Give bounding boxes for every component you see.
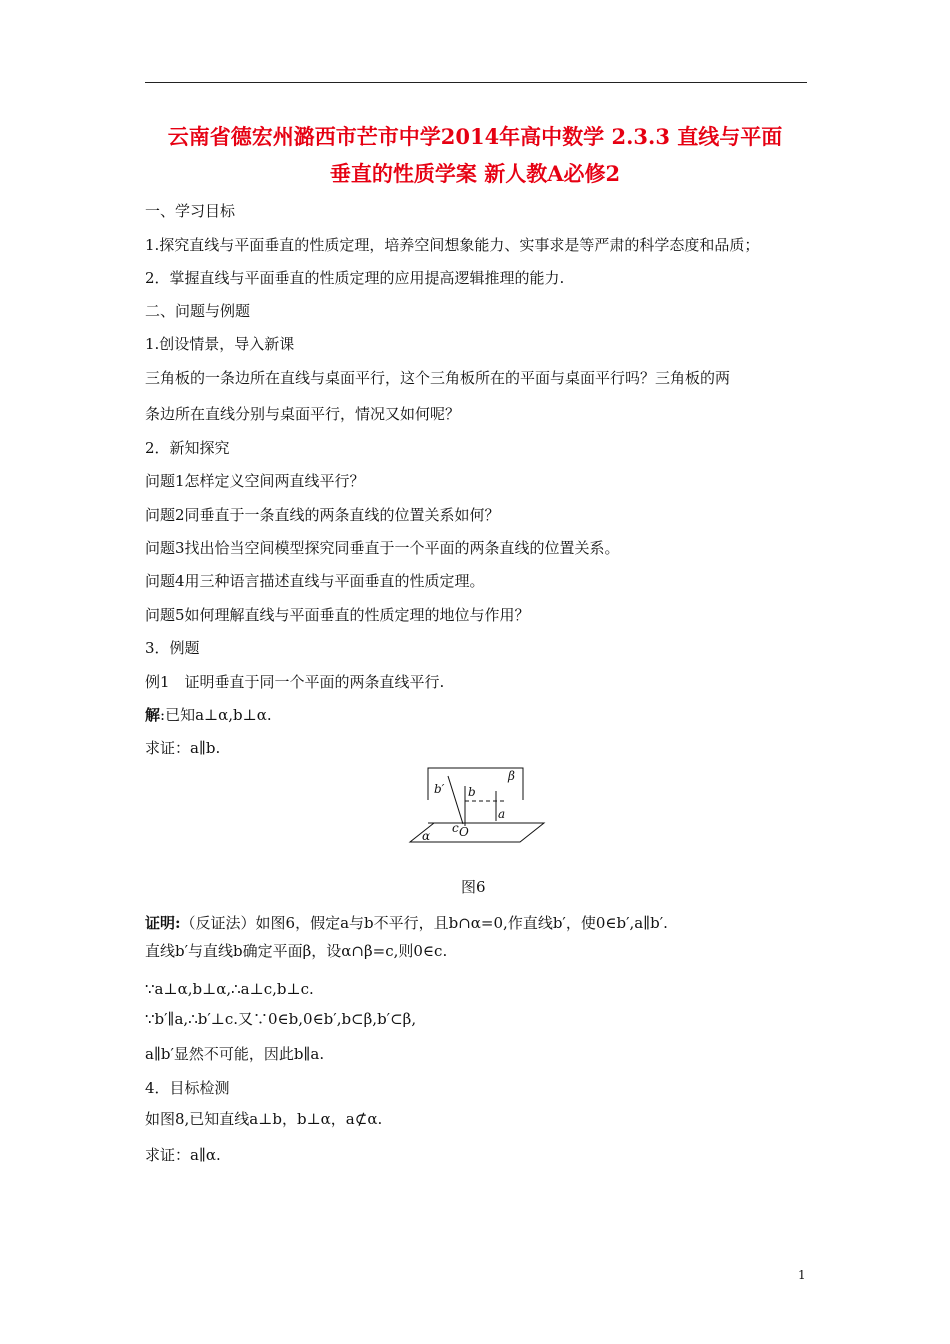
question-3: 问题3找出恰当空间模型探究同垂直于一个平面的两条直线的位置关系。 — [145, 539, 620, 557]
solution-line — [145, 704, 272, 726]
label-c: c — [452, 821, 459, 835]
page-number: 1 — [798, 1268, 806, 1282]
solution-label: 解 — [145, 706, 161, 724]
proof-label: 证明: — [145, 914, 181, 932]
proof-line4: ∵b′∥a,∴b′⊥c.又∵0∈b,0∈b′,b⊂β,b′⊂β, — [145, 1010, 417, 1028]
proof-line3: ∵a⊥α,b⊥α,∴a⊥c,b⊥c. — [145, 980, 314, 998]
header-rule — [145, 82, 807, 83]
test-statement: 如图8,已知直线a⊥b，b⊥α，a⊄α. — [145, 1110, 383, 1128]
label-b: b — [468, 785, 476, 799]
label-b-prime: b′ — [434, 782, 445, 796]
label-alpha: α — [422, 829, 431, 843]
subheading-examples: 3．例题 — [145, 639, 200, 657]
figure-6-diagram — [408, 766, 548, 846]
proof-line2: 直线b′与直线b确定平面β，设α∩β=c,则0∈c. — [145, 942, 448, 960]
doc-title-line2: 垂直的性质学案 新人教A必修2 — [329, 161, 621, 186]
proof-line1 — [145, 912, 668, 934]
label-o: O — [459, 825, 469, 839]
goal-1: 1.探究直线与平面垂直的性质定理，培养空间想象能力、实事求是等严肃的科学态度和品质； — [145, 236, 760, 254]
goal-2: 2．掌握直线与平面垂直的性质定理的应用提高逻辑推理的能力. — [145, 269, 565, 287]
intro-paragraph-line1: 三角板的一条边所在直线与桌面平行，这个三角板所在的平面与桌面平行吗？三角板的两 — [145, 369, 731, 387]
question-5: 问题5如何理解直线与平面垂直的性质定理的地位与作用？ — [145, 606, 530, 624]
example-1: 例1 证明垂直于同一个平面的两条直线平行. — [145, 673, 445, 691]
test-prove: 求证：a∥α. — [145, 1146, 221, 1164]
section-heading-goals: 一、学习目标 — [145, 202, 236, 220]
line-b-prime — [448, 776, 463, 824]
subheading-intro: 1.创设情景，导入新课 — [145, 335, 295, 353]
subheading-explore: 2．新知探究 — [145, 439, 230, 457]
intro-paragraph-line2: 条边所在直线分别与桌面平行，情况又如何呢？ — [145, 405, 461, 423]
figure-caption: 图6 — [461, 878, 486, 896]
label-beta: β — [508, 769, 515, 783]
label-a: a — [498, 807, 506, 821]
question-1: 问题1怎样定义空间两直线平行？ — [145, 472, 365, 490]
solution-text: :已知a⊥α,b⊥α. — [160, 706, 272, 724]
prove-ab-parallel: 求证：a∥b. — [145, 739, 221, 757]
proof-text1: （反证法）如图6，假定a与b不平行，且b∩α=0,作直线b′，使0∈b′,a∥b′. — [180, 914, 668, 932]
section-heading-problems: 二、问题与例题 — [145, 302, 251, 320]
question-2: 问题2同垂直于一条直线的两条直线的位置关系如何？ — [145, 506, 500, 524]
proof-line5: a∥b′显然不可能，因此b∥a. — [145, 1045, 325, 1063]
question-4: 问题4用三种语言描述直线与平面垂直的性质定理。 — [145, 572, 485, 590]
subheading-target-test: 4．目标检测 — [145, 1079, 230, 1097]
doc-title-line1: 云南省德宏州潞西市芒市中学2014年高中数学 2.3.3 直线与平面 — [167, 124, 783, 149]
